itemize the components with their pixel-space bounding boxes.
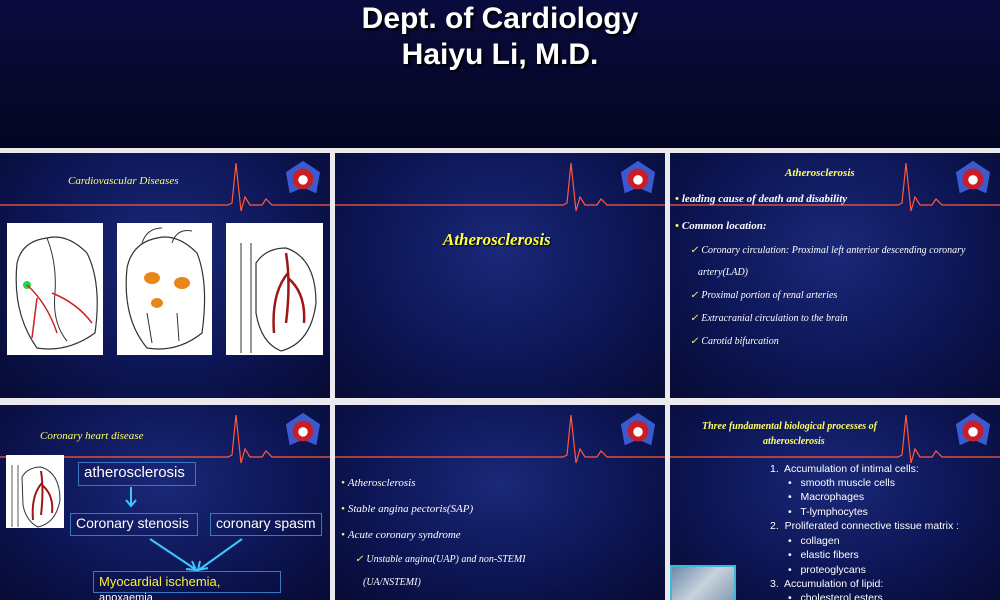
- histology-image: [670, 565, 736, 600]
- hospital-logo-icon: [954, 159, 992, 197]
- hospital-logo-icon: [284, 411, 322, 449]
- ischemia-label: Myocardial ischemia,: [99, 574, 221, 589]
- heart-valves-diagram: [117, 223, 212, 355]
- ecg-line-icon: [335, 405, 665, 465]
- check-item-continued: artery(LAD): [698, 267, 748, 278]
- bullet-item: • Common location:: [675, 220, 767, 232]
- title-banner: [0, 0, 1000, 148]
- hospital-logo-icon: [954, 411, 992, 449]
- check-item: ✓ Unstable angina(UAP) and non-STEMI: [355, 554, 526, 565]
- hospital-logo-icon: [619, 159, 657, 197]
- slide-thumbnail-3[interactable]: [670, 153, 1000, 398]
- slide-title: Atherosclerosis: [443, 230, 551, 249]
- slide-title-line1: Three fundamental biological processes of: [702, 421, 877, 432]
- list-item: 2. Proliferated connective tissue matrix :: [770, 520, 960, 532]
- converging-arrows-icon: [140, 537, 260, 575]
- ecg-line-icon: [335, 153, 665, 213]
- ecg-line-icon: [670, 405, 1000, 465]
- bullet-item: • Atherosclerosis: [341, 477, 416, 489]
- list-item: 1. Accumulation of intimal cells:: [770, 463, 919, 475]
- department-title: Dept. of Cardiology: [361, 2, 639, 35]
- slide-thumbnail-5[interactable]: [335, 405, 665, 600]
- list-item: 3. Accumulation of lipid:: [770, 578, 884, 590]
- coronary-heart-diagram: [6, 455, 64, 528]
- slide-title: Atherosclerosis: [785, 167, 855, 179]
- myocardial-ischemia-box: [93, 571, 281, 600]
- slide-thumbnail-1[interactable]: [0, 153, 330, 398]
- check-item: ✓ Coronary circulation: Proximal left anterior descending coronary: [690, 245, 966, 256]
- atherosclerosis-box: atherosclerosis: [78, 462, 196, 486]
- check-item: ✓ Carotid bifurcation: [690, 336, 779, 347]
- heart-conduction-diagram: [7, 223, 103, 355]
- author-name: Haiyu Li, M.D.: [401, 38, 599, 71]
- check-item: ✓ Extracranial circulation to the brain: [690, 313, 848, 324]
- anoxaemia-label: anoxaemia: [99, 592, 153, 600]
- list-item: • elastic fibers: [788, 549, 859, 561]
- coronary-stenosis-box: Coronary stenosis: [70, 513, 198, 536]
- list-item: • collagen: [788, 535, 840, 547]
- list-item: • smooth muscle cells: [788, 477, 895, 489]
- check-item-continued: (UA/NSTEMI): [363, 577, 421, 588]
- slide-title: Cardiovascular Diseases: [68, 175, 179, 187]
- bullet-item: • leading cause of death and disability: [675, 193, 848, 205]
- check-item: ✓ Proximal portion of renal arteries: [690, 290, 838, 301]
- coronary-arteries-diagram: [226, 223, 323, 355]
- bullet-item: • Stable angina pectoris(SAP): [341, 503, 474, 515]
- list-item: • cholesterol esters: [788, 592, 883, 600]
- hospital-logo-icon: [284, 159, 322, 197]
- list-item: • Macrophages: [788, 491, 865, 503]
- slide-title-line2: atherosclerosis: [763, 436, 825, 447]
- bullet-item: • Acute coronary syndrome: [341, 529, 461, 541]
- slide-thumbnail-6[interactable]: [670, 405, 1000, 600]
- slide-thumbnail-4[interactable]: [0, 405, 330, 600]
- list-item: • proteoglycans: [788, 564, 866, 576]
- slide-title: Coronary heart disease: [40, 430, 144, 442]
- coronary-spasm-box: coronary spasm: [210, 513, 322, 536]
- list-item: • T-lymphocytes: [788, 506, 868, 518]
- arrow-down-icon: [124, 487, 138, 509]
- hospital-logo-icon: [619, 411, 657, 449]
- slide-thumbnail-2[interactable]: [335, 153, 665, 398]
